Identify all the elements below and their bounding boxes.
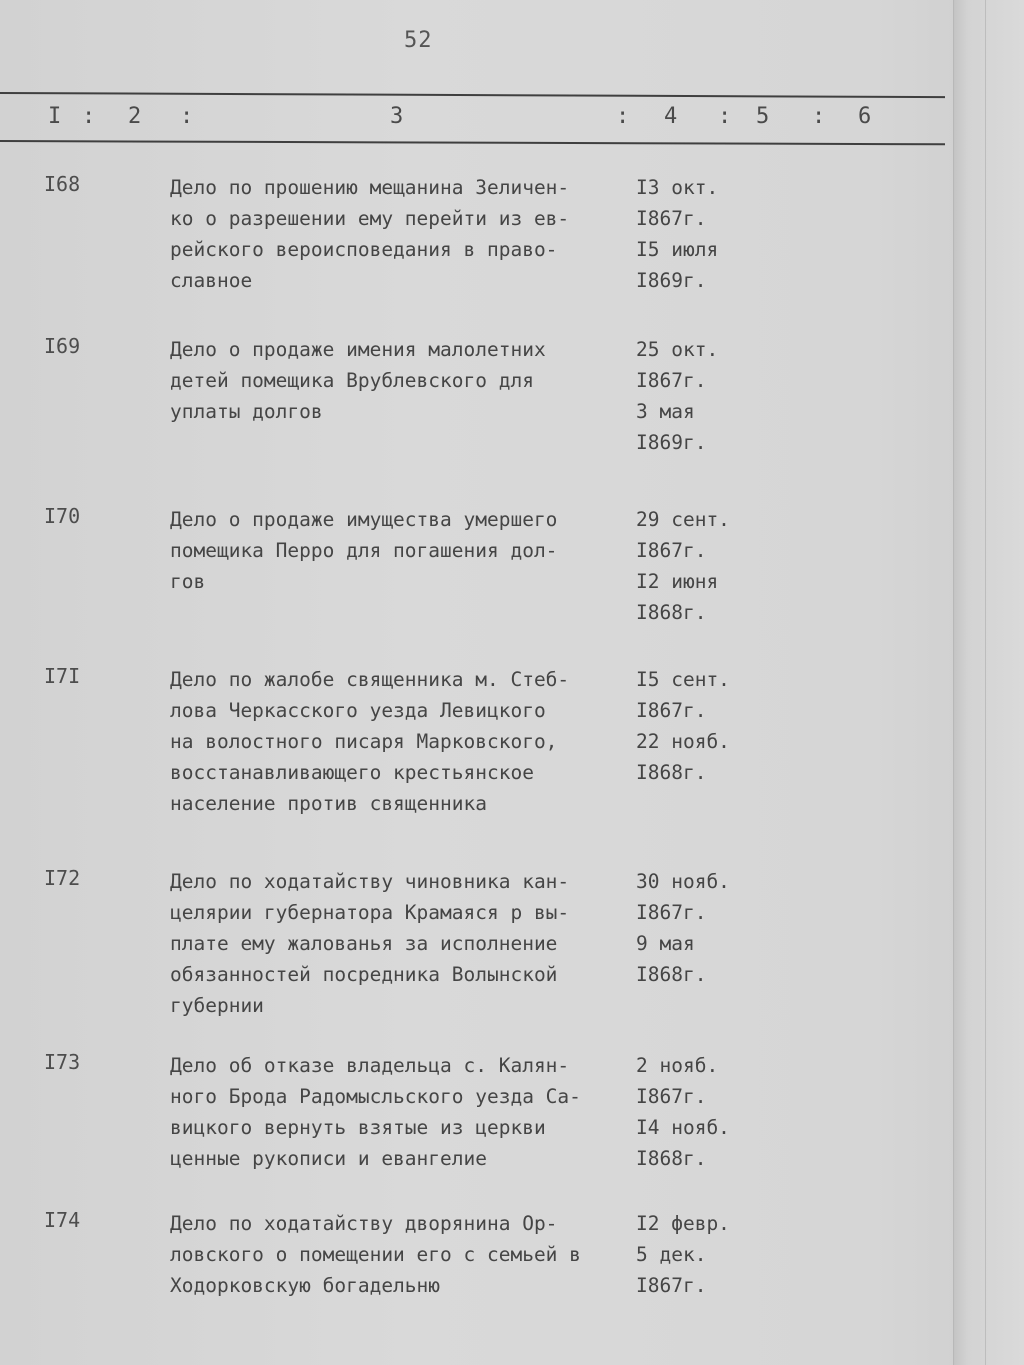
column-separator: : [718, 104, 732, 129]
record-dates: 2 нояб. I867г. I4 нояб. I868г. [636, 1054, 730, 1170]
record-description: Дело по ходатайству дворянина Ор- ловского о помещении его с семьей в Ходорковскую богадельню [170, 1212, 581, 1297]
column-header-5: 5 [756, 104, 770, 129]
record-number: I70 [44, 504, 81, 528]
record-number: I7I [44, 664, 81, 688]
record-dates: I2 февр. 5 дек. I867г. [636, 1212, 730, 1297]
record-description: Дело о продаже имущества умершего помещика Перро для погашения дол- гов [170, 508, 558, 593]
column-separator: : [180, 104, 194, 129]
record-number: I74 [44, 1208, 81, 1232]
column-header-3: 3 [390, 104, 404, 129]
record-dates: I3 окт. I867г. I5 июля I869г. [636, 176, 719, 292]
column-separator: : [616, 104, 630, 129]
record-dates: I5 сент. I867г. 22 нояб. I868г. [636, 668, 730, 784]
column-header-1: I [48, 104, 62, 129]
record-description: Дело по жалобе священника м. Стеб- лова Черкасского уезда Левицкого на волостного писаря Марковского, восстанавливающего крестьянское население против священника [170, 668, 570, 815]
record-description: Дело по прошению мещанина Зеличен- ко о разрешении ему перейти из ев- рейского вероисповедания в право- славное [170, 176, 570, 292]
record-dates: 29 сент. I867г. I2 июня I868г. [636, 508, 730, 624]
record-description: Дело по ходатайству чиновника кан- целярии губернатора Крамаяся р вы- плате ему жалованья за исполнение обязанностей посредника Волынской губернии [170, 870, 570, 1017]
record-number: I73 [44, 1050, 81, 1074]
record-dates: 30 нояб. I867г. 9 мая I868г. [636, 870, 730, 986]
record-description: Дело об отказе владельца с. Калян- ного Брода Радомысльского уезда Са- вицкого вернуть взятые из церкви ценные рукописи и евангелие [170, 1054, 581, 1170]
record-number: I72 [44, 866, 81, 890]
page-number: 52 [404, 28, 433, 53]
column-header-4: 4 [664, 104, 678, 129]
record-description: Дело о продаже имения малолетних детей помещика Врублевского для уплаты долгов [170, 338, 546, 423]
column-header-6: 6 [858, 104, 872, 129]
column-separator: : [812, 104, 826, 129]
record-dates: 25 окт. I867г. 3 мая I869г. [636, 338, 719, 454]
column-header-2: 2 [128, 104, 142, 129]
column-separator: : [82, 104, 96, 129]
record-number: I69 [44, 334, 81, 358]
record-number: I68 [44, 172, 81, 196]
